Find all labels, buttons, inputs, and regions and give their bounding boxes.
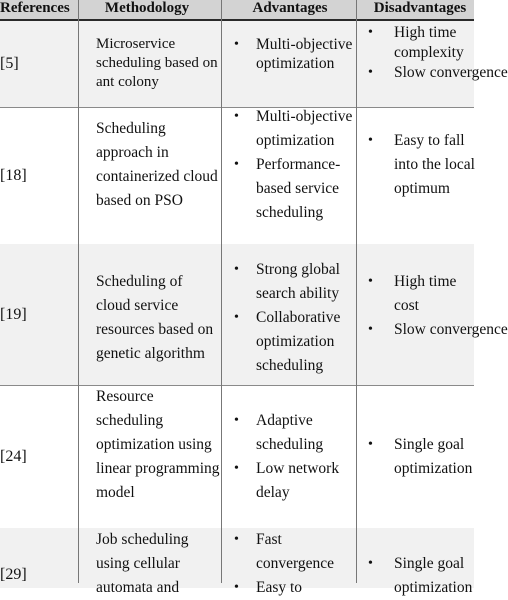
list-item [362, 433, 477, 481]
disadvantage-text: Slow convergence [394, 321, 508, 338]
methodology-cell [96, 528, 220, 600]
table-row [0, 385, 474, 529]
advantage-text: Low network delay [256, 460, 340, 501]
reference-cell: [18] [0, 166, 27, 184]
methodology-text: Resource scheduling optimization using linear programming model [96, 388, 220, 501]
bullet-icon: • [368, 25, 373, 40]
advantage-text: Strong global search ability [256, 261, 340, 302]
list-item [228, 35, 358, 73]
list-item [228, 306, 358, 378]
table-row [0, 21, 508, 108]
list-item [228, 409, 358, 457]
list-item [228, 105, 358, 153]
disadvantages-cell [362, 270, 508, 342]
advantages-cell [228, 105, 358, 225]
disadvantage-text: Single goal optimization [394, 436, 473, 477]
advantage-text: Performance-based service scheduling [256, 156, 341, 221]
disadvantages-cell [362, 552, 477, 600]
advantage-text: Adaptive scheduling [256, 412, 324, 453]
methodology-cell [96, 385, 220, 505]
bullet-icon: • [234, 109, 239, 124]
methodology-cell [96, 117, 220, 213]
methodology-text: Job scheduling using cellular automata and [96, 531, 189, 596]
methodology-cell [96, 35, 220, 92]
disadvantage-text: High time complexity [394, 24, 464, 61]
reference-cell: [5] [0, 55, 19, 72]
methodology-text: Scheduling of cloud service resources based on genetic algorithm [96, 273, 214, 362]
bullet-icon: • [368, 322, 373, 337]
header-methodology: Methodology [104, 0, 190, 16]
reference-cell: [29] [0, 566, 27, 583]
column-divider [356, 0, 357, 583]
disadvantage-text: Easy to fall into the local optimum [394, 132, 475, 197]
disadvantages-cell [362, 129, 477, 201]
list-item [362, 270, 477, 318]
bullet-icon: • [234, 580, 239, 595]
header-references: References [0, 0, 70, 16]
advantage-text: Multi-objective optimization [256, 36, 353, 72]
disadvantages-cell [362, 23, 508, 83]
bullet-icon: • [234, 461, 239, 476]
list-item [228, 457, 358, 505]
bullet-icon: • [234, 262, 239, 277]
reference-cell: [24] [0, 447, 27, 465]
list-item [228, 528, 358, 576]
methodology-text: Microservice scheduling based on ant colony [96, 36, 218, 90]
bullet-icon: • [234, 310, 239, 325]
disadvantage-text: High time cost [394, 273, 457, 314]
table-header [0, 0, 474, 21]
advantages-cell [228, 258, 358, 378]
bullet-icon: • [234, 157, 239, 172]
bullet-icon: • [234, 532, 239, 547]
disadvantage-text: Slow convergence [394, 64, 508, 81]
table-row [0, 244, 508, 386]
list-item [362, 552, 477, 600]
list-item [228, 576, 358, 600]
advantage-text: Collaborative optimization scheduling [256, 309, 341, 374]
bullet-icon: • [368, 274, 373, 289]
reference-cell: [19] [0, 305, 27, 323]
header-advantages: Advantages [252, 0, 328, 16]
list-item [362, 129, 477, 201]
bullet-icon: • [368, 65, 373, 80]
advantages-cell [228, 528, 358, 600]
table-row [0, 528, 474, 596]
disadvantages-cell [362, 433, 477, 481]
advantage-text: Multi-objective optimization [256, 108, 353, 149]
column-divider [221, 0, 222, 583]
methodology-cell [96, 270, 220, 366]
bullet-icon: • [368, 133, 373, 148]
list-item [228, 258, 358, 306]
bullet-icon: • [234, 413, 239, 428]
bullet-icon: • [368, 437, 373, 452]
advantage-text: Easy to [256, 579, 303, 596]
list-item [362, 63, 508, 83]
header-disadvantages: Disadvantages [373, 0, 467, 16]
list-item [362, 23, 477, 63]
advantage-text: Fast convergence [256, 531, 335, 572]
methodology-text: Scheduling approach in containerized cloud based on PSO [96, 120, 218, 209]
advantages-cell [228, 35, 358, 73]
disadvantage-text: Single goal optimization [394, 555, 473, 596]
bullet-icon: • [368, 556, 373, 571]
list-item [228, 153, 358, 225]
advantages-cell [228, 409, 358, 505]
column-divider [78, 0, 79, 583]
list-item [362, 318, 508, 342]
bullet-icon: • [234, 37, 239, 52]
table-row [0, 107, 474, 245]
